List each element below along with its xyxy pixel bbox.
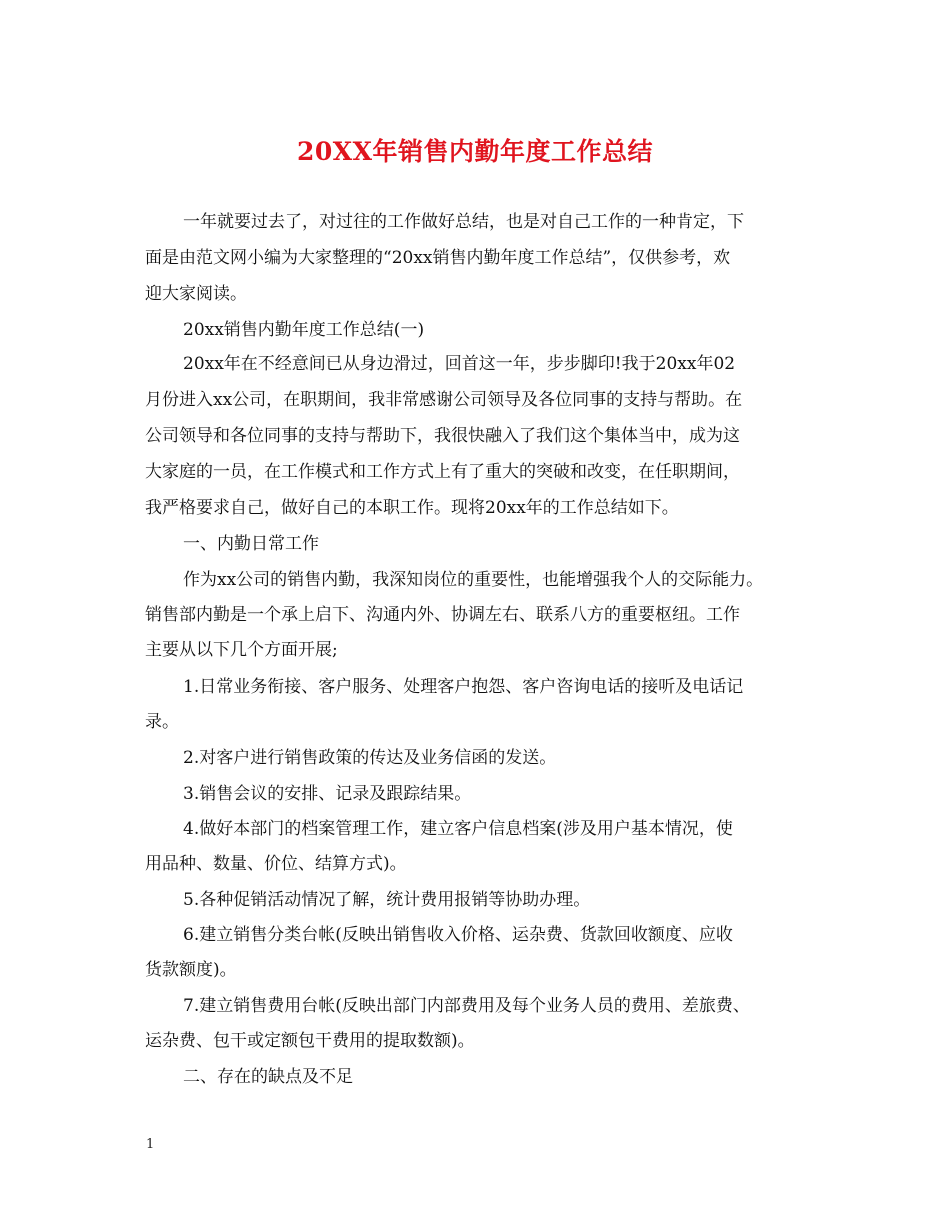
section-heading: 20xx销售内勤年度工作总结(一) <box>183 320 425 340</box>
list-item: 6.建立销售分类台帐(反映出销售收入价格、运杂费、货款回收额度、应收 <box>183 925 733 945</box>
list-item: 5.各种促销活动情况了解，统计费用报销等协助办理。 <box>183 890 591 910</box>
list-item-continuation: 录。 <box>145 712 179 732</box>
paragraph-line: 我严格要求自己，做好自己的本职工作。现将20xx年的工作总结如下。 <box>145 498 679 518</box>
paragraph-line: 作为xx公司的销售内勤，我深知岗位的重要性，也能增强我个人的交际能力。 <box>183 570 764 590</box>
paragraph-line: 一年就要过去了，对过往的工作做好总结，也是对自己工作的一种肯定，下 <box>183 212 744 232</box>
list-item: 2.对客户进行销售政策的传达及业务信函的发送。 <box>183 748 557 768</box>
paragraph-line: 20xx年在不经意间已从身边滑过，回首这一年，步步脚印!我于20xx年02 <box>183 354 736 374</box>
list-item-continuation: 运杂费、包干或定额包干费用的提取数额)。 <box>145 1031 475 1051</box>
paragraph-line: 大家庭的一员，在工作模式和工作方式上有了重大的突破和改变，在任职期间， <box>145 462 740 482</box>
section-heading: 二、存在的缺点及不足 <box>183 1067 353 1087</box>
list-item-continuation: 用品种、数量、价位、结算方式)。 <box>145 854 407 874</box>
paragraph-line: 销售部内勤是一个承上启下、沟通内外、协调左右、联系八方的重要枢纽。工作 <box>145 605 740 625</box>
paragraph-line: 面是由范文网小编为大家整理的“20xx销售内勤年度工作总结”，仅供参考，欢 <box>145 248 731 268</box>
list-item: 4.做好本部门的档案管理工作，建立客户信息档案(涉及用户基本情况，使 <box>183 819 733 839</box>
paragraph-line: 月份进入xx公司，在职期间，我非常感谢公司领导及各位同事的支持与帮助。在 <box>145 390 743 410</box>
paragraph-line: 迎大家阅读。 <box>145 284 247 304</box>
page-number: 1 <box>146 1137 155 1152</box>
document-title: 20XX年销售内勤年度工作总结 <box>296 137 654 166</box>
paragraph-line: 公司领导和各位同事的支持与帮助下，我很快融入了我们这个集体当中，成为这 <box>145 426 740 446</box>
section-heading: 一、内勤日常工作 <box>183 534 319 554</box>
list-item-continuation: 货款额度)。 <box>145 960 237 980</box>
list-item: 3.销售会议的安排、记录及跟踪结果。 <box>183 784 472 804</box>
paragraph-line: 主要从以下几个方面开展; <box>145 640 338 660</box>
list-item: 1.日常业务衔接、客户服务、处理客户抱怨、客户咨询电话的接听及电话记 <box>183 677 744 697</box>
list-item: 7.建立销售费用台帐(反映出部门内部费用及每个业务人员的费用、差旅费、 <box>183 996 750 1016</box>
